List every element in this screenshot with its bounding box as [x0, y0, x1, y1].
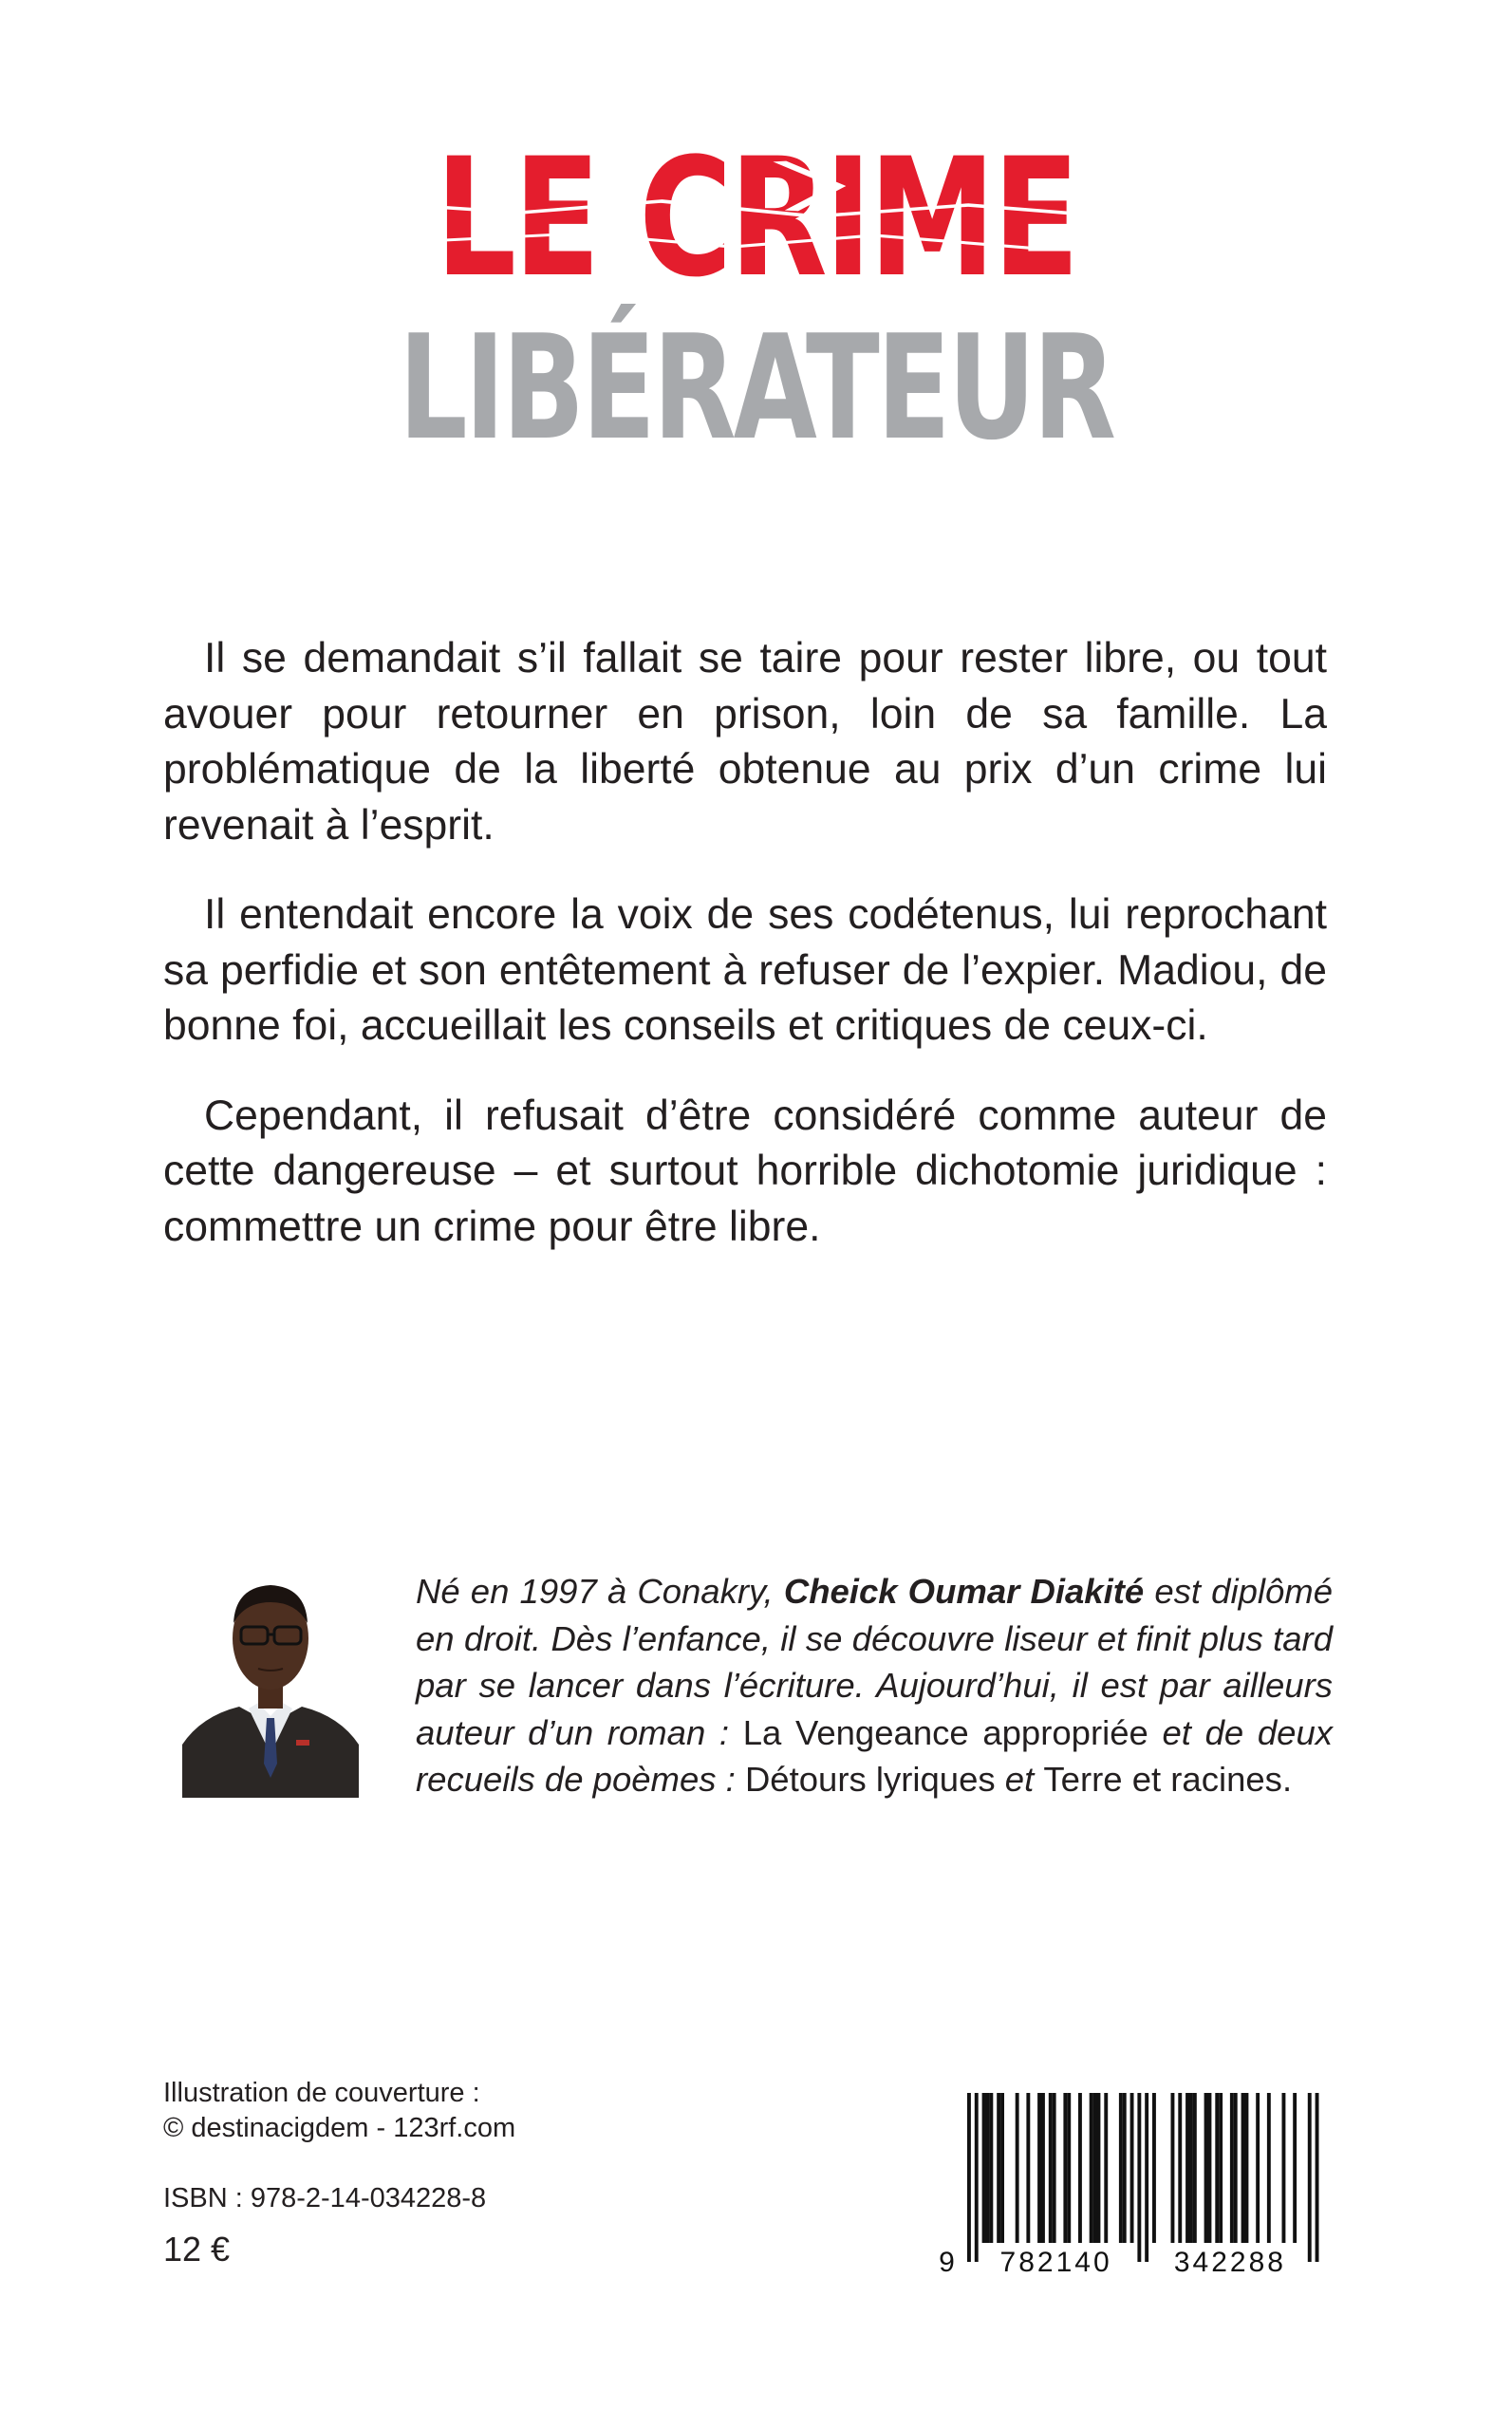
barcode-right-digits: 342288 [1173, 2247, 1286, 2275]
barcode-bar [1130, 2093, 1134, 2243]
barcode-bar [1189, 2093, 1193, 2243]
barcode-left-digits: 782140 [999, 2247, 1112, 2275]
barcode-bar [1104, 2093, 1108, 2243]
barcode-first-digit: 9 [939, 2247, 958, 2275]
barcode-bar [1000, 2093, 1004, 2243]
bio-and: et de deux recueils de poèmes : [416, 1712, 1333, 1799]
price-text: 12 € [163, 2230, 231, 2269]
blurb-paragraph-1: Il se demandait s’il fallait se taire pour rester libre, ou tout avouer pour retourner en prison, loin de sa famille. La problématique de la liberté obtenue au prix d’un crime lui revenait à l’esprit. [163, 635, 1327, 849]
bio-end: . [1281, 1760, 1293, 1799]
barcode-bar [1308, 2093, 1312, 2262]
barcode-bar [1245, 2093, 1249, 2243]
author-bio [416, 1568, 1333, 1803]
barcode-bar [1097, 2093, 1101, 2243]
barcode-bar [1204, 2093, 1208, 2243]
author-portrait-icon [182, 1564, 359, 1798]
barcode-bar [1256, 2093, 1260, 2243]
book-title-2: Détours lyriques [744, 1760, 996, 1799]
title-line1-text: LE CRIME [435, 122, 1077, 313]
barcode-bar [975, 2093, 979, 2262]
barcode-bar [986, 2093, 990, 2243]
bio-et: et [995, 1760, 1044, 1799]
barcode-bar [1145, 2093, 1148, 2262]
barcode-bar [1241, 2093, 1245, 2243]
title-line-red [166, 123, 1346, 313]
barcode-bar [1063, 2093, 1067, 2243]
isbn-text: ISBN : 978-2-14-034228-8 [163, 2183, 487, 2213]
barcode-bar [1041, 2093, 1045, 2243]
book-title [0, 122, 1512, 472]
barcode-bar [1316, 2093, 1319, 2262]
barcode-bar [1037, 2093, 1041, 2243]
cover-credit [163, 2076, 515, 2146]
barcode-bar [1016, 2093, 1019, 2243]
bio-middle: est diplômé en droit. Dès l’enfance, il se découvre liseur et finit plus tard par se lancer dans l’écriture. Aujourd’hui, il est par ailleurs auteur d’un roman : [416, 1572, 1333, 1752]
barcode-bar [1219, 2093, 1223, 2243]
barcode-bar [1067, 2093, 1071, 2243]
blurb-paragraph-3: Cependant, il refusait d’être considéré comme auteur de cette dangereuse – et surtout horrible dichotomie juridique : commettre un crime pour être libre. [163, 1092, 1327, 1250]
book-title-1: La Vengeance appropriée [742, 1712, 1148, 1752]
barcode-bar [1208, 2093, 1212, 2243]
barcode-bar [989, 2093, 993, 2243]
barcode-bar [982, 2093, 986, 2243]
book-title-3: Terre et racines [1043, 1760, 1282, 1799]
barcode-bar [1026, 2093, 1030, 2243]
barcode-bar [967, 2093, 971, 2262]
barcode-bar [1093, 2093, 1097, 2243]
barcode-bar [1152, 2093, 1156, 2243]
barcode-bar [1282, 2093, 1286, 2243]
barcode-icon [935, 2089, 1324, 2275]
barcode-bar [1137, 2093, 1141, 2262]
author-photo [182, 1564, 359, 1798]
barcode-bar [1234, 2093, 1238, 2243]
barcode-bar [1171, 2093, 1175, 2243]
barcode-bar [1049, 2093, 1053, 2243]
barcode [935, 2089, 1324, 2275]
barcode-bar [1185, 2093, 1189, 2243]
credit-line-1: Illustration de couverture : [163, 2078, 480, 2108]
bio-intro: Né en 1997 à Conakry, [416, 1572, 784, 1611]
barcode-bar [997, 2093, 1000, 2243]
barcode-bar [1293, 2093, 1297, 2243]
back-cover-blurb [163, 631, 1327, 1289]
barcode-bar [1078, 2093, 1082, 2243]
barcode-bar [1123, 2093, 1127, 2243]
barcode-bar [1193, 2093, 1197, 2243]
barcode-bar [1119, 2093, 1123, 2243]
barcode-bar [1215, 2093, 1219, 2243]
barcode-bar [1178, 2093, 1182, 2243]
barcode-bar [1230, 2093, 1234, 2243]
blurb-paragraph-2: Il entendait encore la voix de ses codétenus, lui reprochant sa perfidie et son entêtement à refuser de l’expier. Madiou, de bonne foi, accueillait les conseils et critiques de ceux-ci. [163, 891, 1327, 1049]
author-name: Cheick Oumar Diakité [783, 1572, 1145, 1611]
title-line-gray: LIBÉRATEUR [399, 304, 1113, 472]
credit-line-2: © destinacigdem - 123rf.com [163, 2113, 516, 2143]
barcode-bar [1053, 2093, 1056, 2243]
barcode-bar [1267, 2093, 1271, 2243]
barcode-bar [1090, 2093, 1093, 2243]
